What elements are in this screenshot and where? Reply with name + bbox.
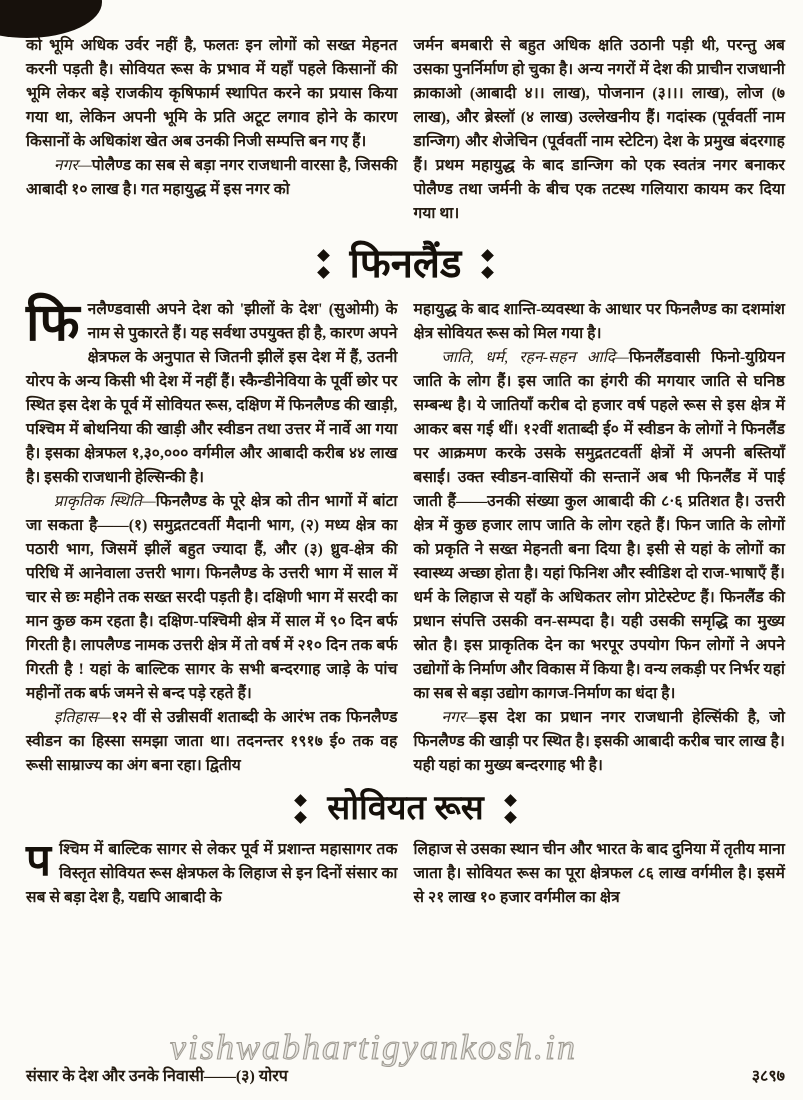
paragraph [414, 346, 786, 706]
heading-text: फिनलैंड [349, 241, 462, 287]
page-footer [26, 1064, 785, 1086]
footer-book-title: संसार के देश और उनके निवासी——(३) योरप [26, 1068, 288, 1085]
colon-dot [504, 794, 517, 807]
colon-dot [482, 266, 495, 279]
decorative-colon [506, 796, 515, 822]
colon-dot [317, 266, 330, 279]
colon-dot [317, 249, 330, 262]
left-column [26, 34, 398, 226]
finland-heading [26, 242, 785, 286]
drop-cap: प [26, 835, 52, 885]
paragraph [26, 835, 398, 910]
decorative-colon [319, 251, 328, 277]
paragraph [414, 838, 786, 910]
para-text: श्चिम में बाल्टिक सागर से लेकर पूर्व में प्रशान्त महासागर तक विस्तृत सोवियत रूस क्षेत्रफल के लिहाज से इन दिनों संसार का सब से बड़ा देश है, यद्यपि आबादी के [26, 840, 398, 906]
scan-corner-shadow [0, 0, 102, 38]
page-number: ३८९७ [751, 1068, 785, 1085]
soviet-russia-heading [26, 790, 785, 827]
right-column [414, 838, 786, 910]
paragraph [414, 34, 786, 226]
para-text: इस देश का प्रधान नगर राजधानी हेल्सिंकी है, जो फिनलैण्ड की खाड़ी पर स्थित है। इसकी आबादी करीब चार लाख है। यही यहां का मुख्य बन्दरगाह भी है। [413, 709, 785, 775]
decorative-colon [483, 251, 492, 277]
paragraph [414, 706, 786, 778]
drop-cap: फि [26, 295, 80, 353]
para-text: नलैण्डवासी अपने देश को 'झीलों के देश' (सुओमी) के नाम से पुकारते हैं। यह सर्वथा उपयुक्त ही है, कारण अपने क्षेत्रफल के अनुपात से जितनी झीलें इस देश में हैं, उतनी योरप के अन्य किसी भी देश में नहीं हैं। स्कैन्डीनेविया के पूर्वी छोर पर स्थित इस देश के पूर्व में सोवियत रूस, दक्षिण में फिनलैण्ड की खाड़ी, पश्चिम में बोथनिया की खाड़ी और स्वीडन तथा उत्तर में नार्वे आ गया है। इसका क्षेत्रफल १,३०,००० वर्गमील और आबादी करीब ४४ लाख है। इसकी राजधानी हेल्सिन्की है। [26, 301, 398, 487]
para-text: को भूमि अधिक उर्वर नहीं है, फलतः इन लोगों को सख्त मेहनत करनी पड़ती है। सोवियत रूस के प्रभाव में यहाँ पहले किसानों की भूमि लेकर बड़े राजकीय कृषिफार्म स्थापित करने का प्रयास किया गया था, लेकिन अपनी भूमि के प्रति अटूट लगाव होने के कारण किसानों के अधिकांश खेत अब उनकी निजी सम्पत्ति बन गए हैं। [26, 37, 398, 151]
heading-text: सोवियत रूस [327, 790, 484, 828]
para-text: जर्मन बमबारी से बहुत अधिक क्षति उठानी पड़ी थी, परन्तु अब उसका पुनर्निर्माण हो चुका है। अन्य नगरों में देश की प्राचीन राजधानी क्राकाओ (आबादी ४।। लाख), पोजनान (३।।। लाख), लोज (७ लाख), और ब्रेस्लॉ (४ लाख) उल्लेखनीय हैं। गदांस्क (पूर्ववर्ती नाम डान्जिग) और शेजेचिन (पूर्ववर्ती नाम स्टेटिन) देश के प्रमुख बंदरगाह हैं। प्रथम महायुद्ध के बाद डान्जिग को एक स्वतंत्र नगर बनाकर पोलैण्ड तथा जर्मनी के बीच एक तटस्थ गलियारा कायम कर दिया गया था। [413, 37, 785, 223]
colon-dot [504, 811, 517, 824]
lead-label: नगर— [441, 709, 480, 727]
para-text: लिहाज से उसका स्थान चीन और भारत के बाद दुनिया में तृतीय माना जाता है। सोवियत रूस का पूरा क्षेत्रफल ८६ लाख वर्गमील है। इसमें से २१ लाख १० हजार वर्गमील का क्षेत्र [413, 840, 785, 906]
poland-continued-section [26, 34, 785, 226]
lead-label: नगर— [53, 157, 92, 175]
para-text: १२ वीं से उन्नीसवीं शताब्दी के आरंभ तक फिनलैण्ड स्वीडन का हिस्सा समझा जाता था। तदनन्तर १९१७ ई० तक वह रूसी साम्राज्य का अंग बना रहा। द्वितीय [26, 709, 398, 775]
right-column [414, 298, 786, 778]
finland-section [26, 295, 785, 778]
paragraph [26, 706, 398, 778]
para-text: फिनलैंडवासी फिनो-युग्रियन जाति के लोग हैं। इस जाति का हंगरी की मगयार जाति से घनिष्ठ सम्बन्ध है। ये जातियाँ करीब दो हजार वर्ष पहले रूस से इस क्षेत्र में आकर बस गई थीं। १२वीं शताब्दी ई० में स्वीडन के लोगों ने फिनलैंड पर आक्रमण करके उसके समुद्रतटवर्ती क्षेत्रों में अपनी बस्तियाँ बसाईं। उक्त स्वीडन-वासियों की सन्तानें अब भी फिनलैंड में पाई जाती हैं——उनकी संख्या कुल आबादी की ८·६ प्रतिशत है। उत्तरी क्षेत्र में कुछ हजार लाप जाति के लोग रहते हैं। फिन जाति के लोगों को प्रकृति ने सख्त मेहनती बना दिया है। इसी से यहां के लोगों का स्वास्थ्य अच्छा होता है। यहां फिनिश और स्वीडिश दो राज-भाषाएँ हैं। धर्म के लिहाज से यहाँ के अधिकतर लोग प्रोटेस्टेण्ट हैं। फिनलैंड की प्रधान संपत्ति उसकी वन-सम्पदा है। यही उसकी समृद्धि का मुख्य स्रोत है। इस प्राकृतिक देन का भरपूर उपयोग फिन लोगों ने अपने उद्योगों के निर्माण और विकास में किया है। वन्य लकड़ी पर निर्भर यहां का सब से बड़ा उद्योग कागज-निर्माण का धंदा है। [413, 349, 785, 703]
paragraph [26, 490, 398, 706]
left-column [26, 835, 398, 910]
right-column [414, 34, 786, 226]
paragraph [414, 298, 786, 346]
lead-label: प्राकृतिक स्थिति— [53, 493, 156, 511]
colon-dot [294, 794, 307, 807]
watermark-text: vishwabhartigyankosh.in [170, 1027, 577, 1067]
decorative-colon [296, 796, 305, 822]
colon-dot [482, 249, 495, 262]
lead-label: इतिहास— [53, 709, 112, 727]
lead-label: जाति, धर्म, रहन-सहन आदि— [441, 349, 629, 367]
paragraph [26, 34, 398, 154]
left-column [26, 295, 398, 778]
colon-dot [294, 811, 307, 824]
para-text: महायुद्ध के बाद शान्ति-व्यवस्था के आधार पर फिनलैण्ड का दशमांश क्षेत्र सोवियत रूस को मिल गया है। [413, 301, 785, 343]
soviet-russia-section [26, 835, 785, 910]
paragraph [26, 295, 398, 490]
paragraph [26, 154, 398, 202]
para-text: फिनलैण्ड के पूरे क्षेत्र को तीन भागों में बांटा जा सकता है——(१) समुद्रतटवर्ती मैदानी भाग, (२) मध्य क्षेत्र का पठारी भाग, जिसमें झीलें बहुत ज्यादा हैं, और (३) ध्रुव-क्षेत्र की परिधि में आनेवाला उत्तरी भाग। फिनलैण्ड के उत्तरी भाग में साल में चार से छः महीने तक सख्त सरदी पड़ती है। दक्षिणी भाग में सरदी का मान कुछ कम रहता है। दक्षिण-पश्चिमी क्षेत्र में साल में ९० दिन बर्फ गिरती है। लापलैण्ड नामक उत्तरी क्षेत्र में तो वर्ष में २१० दिन तक बर्फ गिरती है ! यहां के बाल्टिक सागर के सभी बन्दरगाह जाड़े के पांच महीनों तक बर्फ जमने से बन्द पड़े रहते हैं। [26, 493, 398, 703]
para-text: पोलैण्ड का सब से बड़ा नगर राजधानी वारसा है, जिसकी आबादी १० लाख है। गत महायुद्ध में इस नगर को [26, 157, 398, 199]
